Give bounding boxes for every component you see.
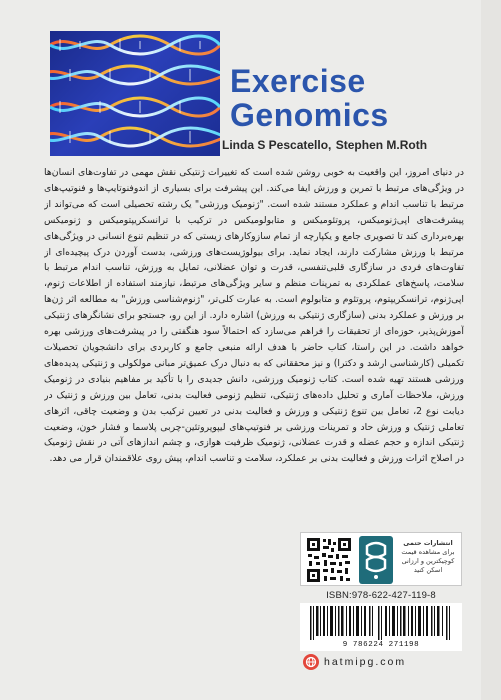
- publisher-note: برای مشاهده قیمت: [401, 548, 455, 556]
- barcode: [306, 606, 456, 640]
- publisher-info: [397, 539, 459, 575]
- publisher-logo: [359, 536, 393, 584]
- book-description: در دنیای امروز، این واقعیت به خوبی روشن شده است که تغییرات ژنتیکی نقش مهمی در تفاوت‌های انسان‌ها در ویژگی‌های مرتبط با تمرین و ورزش ایفا می‌کند. این پیشرفت برای بسیاری از اندوفنوتایپ‌ها و فنوتیپ‌های مرتبط با تناسب اندام و عملکرد مستند شده است. "ژنومیک ورزشی" یک رشته تحصیلی است که می‌تواند از پیشرفت‌های اپی‌ژنومیکس، پروتئومیکس و متابولومیکس در ترکیب با ترانسکریپتومیکس و ژنومیکس بهره‌برداری کند تا تصویری جامع و یکپارچه از تمام سازوکارهای زیستی که در تنظیم تنوع انسانی در ویژگی‌های مرتبط با ورزش مشارکت دارند، ایجاد نماید. برای بیولوژیست‌های ورزشی، بدست آوردن درک پیچیده‌ای از تفاوت‌های فردی در سازگاری قلبی‌تنفسی، قدرت و توان عضلانی، تمایل به ورزش، تناسب اندام مرتبط با سلامت، پاسخ‌های عملکردی به تمرینات منظم و سایر ویژگی‌های مرتبط، نیازمند استفاده از اطلاعات ژنوم، اپی‌ژنوم، ترانسکریپتوم، پروتئوم و متابولوم است. به عبارت کلی‌تر، "ژنوم‌شناسی ورزش" به مطالعه اثر ژن‌ها بر ورزش و عملکرد بدنی (سازگاری ژنتیکی به ورزش) اشاره دارد. از این رو، جستجو برای نشانگرهای ژنتیکی آموزش‌پذیر، حوزه‌ای از تحقیقات را فراهم می‌سازد که احتمالاً سود هنگفتی را در پیشرفت‌های ورزشی بهره خواهد داشت. در این راستا، کتاب حاضر با هدف ارائه منبعی جامع و کاربردی برای دانشجویان تحصیلات تکمیلی (کارشناسی ارشد و دکترا) و نیز محققانی که به دنبال درک عمیق‌تر مبانی مولکولی و ژنتیکی پدیده‌های ورزشی هستند تهیه شده است. کتاب ژنومیک ورزشی، دانش جدیدی را با تأکید بر مفاهیم بنیادی در ژنومیک ورزش، ملاحظات آماری و تحلیل داده‌های ژنتیکی، تنظیم ژنومی فعالیت بدنی، تعامل بین ورزش و ژنتیک در دیابت نوع 2، تعامل بین تنوع ژنتیکی و ورزش و فعالیت بدنی در تعیین ترکیب بدن و وضعیت چاقی، اثرهای تعاملی ژنتیک و ورزش حاد و تمرینات ورزشی بر فنوتیپ‌های لیپوپروتئین-چربی پلاسما و فشار خون، وضعیت ژنتیکی اندازه و حجم عضله و قدرت عضلانی، ژنومیک ظرفیت هوازی، و چشم اندازهای آتی در نقش ژنومیک در اصلاح اثرات ورزش و فعالیت بدنی بر عملکرد، سلامت و تناسب اندام، پیش روی علاقمندان قرار می دهد.: [44, 167, 464, 465]
- title-line-1: Exercise: [230, 63, 366, 99]
- publisher-note-3: اسکن کنید: [413, 566, 443, 574]
- dna-helix-illustration: [50, 31, 220, 156]
- qr-code[interactable]: [305, 536, 353, 584]
- authors: [222, 138, 482, 152]
- isbn: ISBN:978-622-427-119-8: [326, 590, 436, 601]
- web-icon: [303, 654, 319, 670]
- publisher-name: انتشارات حتمی: [403, 539, 453, 547]
- title-line-2: Genomics: [230, 97, 389, 133]
- author-first: Linda S Pescatello: [222, 138, 329, 152]
- spine-edge: [481, 0, 501, 700]
- publisher-note-2: کوچیکترین و ارزانی: [401, 557, 455, 565]
- cover-illustration: [50, 31, 220, 156]
- barcode-number: 9 786224 271198: [342, 641, 420, 649]
- publisher-block: [300, 532, 462, 586]
- author-separator: ,: [328, 138, 332, 152]
- website-link[interactable]: hatmipg.com: [324, 656, 407, 668]
- author-second: Stephen M.Roth: [335, 138, 428, 152]
- publisher-logo-icon: [359, 536, 393, 584]
- book-title: [230, 64, 480, 132]
- barcode-box: [300, 603, 462, 651]
